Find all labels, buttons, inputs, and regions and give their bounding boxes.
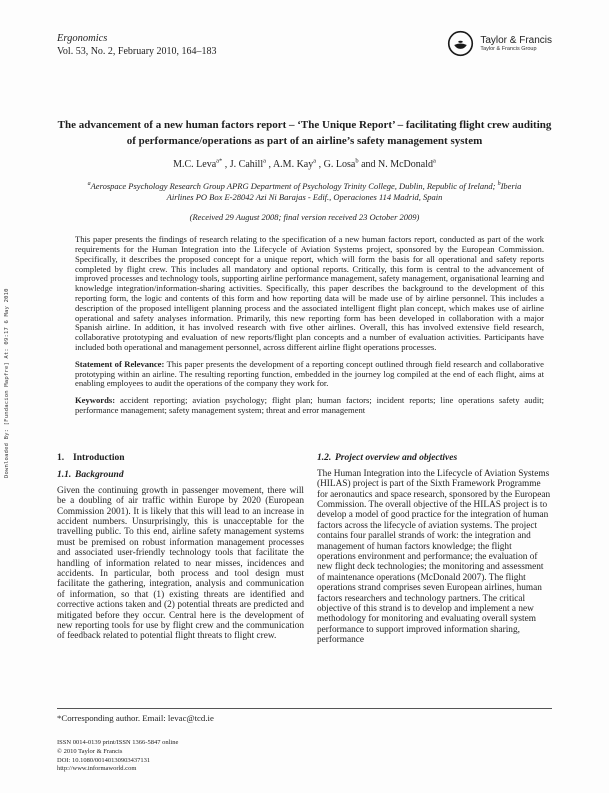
- subsection-heading-background: 1.1. Background: [57, 469, 124, 480]
- abstract-block: [57, 235, 552, 416]
- article-title: The advancement of a new human factors report – ‘The Unique Report’ – facilitating flight crew auditing of performance/operations as part of an airline’s safety management system: [57, 119, 552, 147]
- right-column: [317, 453, 552, 646]
- taylor-francis-logo: [447, 30, 552, 57]
- copyright-line: © 2010 Taylor & Francis: [57, 747, 123, 755]
- author-segment: , A.M. Kay$^a$: [268, 158, 317, 171]
- publisher-name: Taylor & Francis: [480, 34, 552, 46]
- footnote-rule: [57, 708, 552, 709]
- author-line: [57, 158, 552, 170]
- keywords-text: accident reporting; aviation psychology; flight plan; human factors; incident reports; line operations safety audit; performance management; safety management system; threat and error management: [75, 395, 544, 415]
- issn-line: ISSN 0014-0139 print/ISSN 1366-5847 online: [57, 739, 179, 746]
- download-watermark: Downloaded By: [Fundacion Mapfre] At: 09:17 6 May 2010: [4, 288, 10, 478]
- received-dates-line: (Received 29 August 2008; final version received 23 October 2009): [189, 212, 420, 223]
- abstract-text: This paper presents the findings of research relating to the specification of a new human factors report, conducted as part of the work requirements for the Human Integration into the Lifecycle of Aviation Systems project, sponsored by the European Commission. Specifically, it describes the proposed concept for a unique report, which will form the basis for all operational and safety reports completed by flight crew. This includes all mandatory and optional reports. Critically, this form is central to the advancement of improved processes and technology tools, supporting airline performance management, safety management, organisational learning and knowledge integration/information-sharing activities. Specifically, this paper describes the background to the development of this reporting form, the logic and contents of this form and how reporting data will be made use of by airline personnel. This includes a description of the proposed intelligent planning process and the associated intelligent flight plan concept, which makes use of airline operational and safety analyses information. Primarily, this new reporting form has been developed in collaboration with a major Spanish airline. In addition, it has involved research with five other airlines. Overall, this has involved extensive field research, collaborative prototyping and evaluation of new reports/flight plan concepts and a number of evaluation activities. Participants have included both operational and management personnel, across different airline flight operations processes.: [75, 234, 544, 352]
- statement-of-relevance: [75, 360, 544, 389]
- publisher-url: http://www.informaworld.com: [57, 765, 137, 773]
- affiliation-segment: $^b$Iberia Airlines PO Box E-28042 Azi Ni Barajas - Edif., Operaciones 114 Madrid, Spain: [166, 181, 522, 202]
- section-heading-introduction: 1. Introduction: [57, 452, 125, 463]
- corresponding-author-note: *Corresponding author. Email: levac@tcd.ie: [57, 713, 214, 723]
- journal-name: Ergonomics: [57, 33, 108, 44]
- keywords-line: [75, 396, 544, 416]
- author-segment: , J. Cahill$^a$: [224, 158, 267, 171]
- author-segment: M.C. Leva$^{a*}$: [173, 158, 223, 171]
- two-column-body: [57, 453, 552, 646]
- affiliation-segment: $^a$Aerospace Psychology Research Group APRG Department of Psychology Trinity College, Dublin, Republic of Ireland;: [87, 181, 498, 192]
- publisher-group: Taylor & Francis Group: [480, 45, 537, 52]
- project-overview-paragraph: The Human Integration into the Lifecycle of Aviation Systems (HILAS) project is part of the Sixth Framework Programme for aeronautics and space research, sponsored by the European Commission. The overall objective of the HILAS project is to develop a model of good practice for the integration of human factors across the lifecycle of aviation systems. The project contains four parallel strands of work: the integration and management of human factors knowledge; the flight operations environment and performance; the evaluation of new flight deck technologies; the monitoring and assessment of maintenance operations (McDonald 2007). The flight operations strand comprises seven European airlines, human factors researchers and technology partners. The critical objective of this strand is to develop and implement a new methodology for monitoring and evaluating overall system performance to support improved information sharing, performance: [317, 468, 551, 646]
- journal-issue-line: Vol. 53, No. 2, February 2010, 164–183: [57, 46, 217, 57]
- left-column: [57, 453, 304, 646]
- imprint-block: [57, 739, 552, 774]
- author-segment: and N. McDonald$^a$: [361, 158, 436, 171]
- relevance-text: This paper presents the development of a reporting concept outlined through field research and collaborative prototyping within an airline. The resulting reporting function, embedded in the journey log compiled at the end of each flight, aims at enabling employees to audit the operations of the company they work for.: [75, 358, 544, 389]
- author-segment: , G. Losa$^b$: [318, 158, 359, 171]
- page-footer: [57, 708, 552, 774]
- doi-line: DOI: 10.1080/00140130903437131: [57, 756, 151, 764]
- keywords-label: Keywords:: [75, 395, 116, 406]
- publisher-wordmark: [480, 35, 552, 53]
- background-paragraph: Given the continuing growth in passenger movement, there will be a doubling of air traffic within Europe by 2020 (European Commission 2001). It is likely that this will lead to an increase in accident numbers. Unsurprisingly, this is unacceptable for the travelling public. To this end, airline safety management systems must be premised on robust information management processes and associated user-friendly technology tools that facilitate the handling of information related to near misses, incidences and accidents. In particular, both process and tool design must facilitate the gathering, integration, analysis and communication of information, so that (1) existing threats are identified and corrective actions taken and (2) potential threats are predicted and mitigated before they occur. Central here is the development of new reporting tools for use by flight crew and the communication of feedback related to potential flight threats to flight crew.: [57, 485, 304, 642]
- relevance-label: Statement of Relevance:: [75, 358, 165, 369]
- journal-info: [57, 32, 217, 58]
- subsection-heading-project-overview: 1.2. Project overview and objectives: [317, 452, 458, 463]
- taylor-francis-logo-icon: [447, 30, 474, 57]
- affiliation-line: [57, 179, 552, 202]
- journal-header: [57, 0, 552, 58]
